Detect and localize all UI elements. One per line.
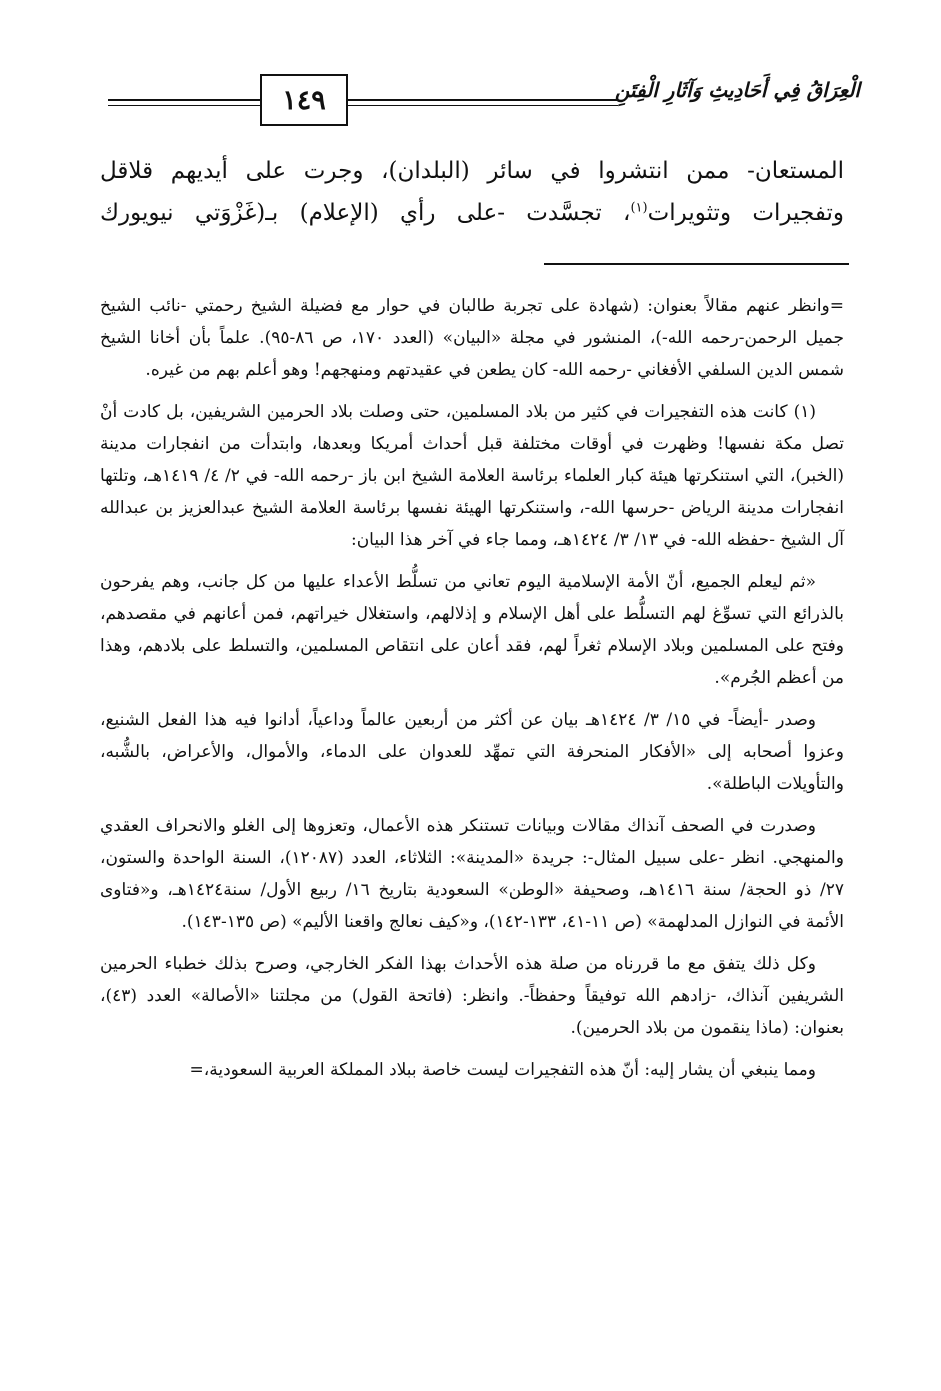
footnotes [100, 290, 844, 1096]
main-line-2-end: ، تجسَّدت -على رأي (الإعلام) بـ(غَزْوَتي نيويورك [100, 200, 631, 226]
footnote-continuation: =وانظر عنهم مقالاً بعنوان: (شهادة على تجربة طالبان في حوار مع فضيلة الشيخ رحمتي -نائب الشيخ جميل الرحمن-رحمه الله-)، المنشور في مجلة «البيان» (العدد ١٧٠، ص ٨٦-٩٥). علماً بأن أخانا الشيخ شمس الدين السلفي الأفغاني -رحمه الله- كان يطعن في عقيدتهم ومنهجهم! وهو أعلم بهم من غيره. [100, 296, 844, 380]
running-title: الْعِرَاقُ فِي أَحَادِيثِ وَآثَارِ الْفِتَنِ [614, 78, 860, 102]
footnote-1: (١) كانت هذه التفجيرات في كثير من بلاد المسلمين، حتى وصلت بلاد الحرمين الشريفين، بل كادت أنْ تصل مكة نفسها! وظهرت في أوقات مختلفة قبل أحداث أمريكا وبعدها، وابتدأت من انفجارات مدينة (الخبر)، التي استنكرتها هيئة كبار العلماء برئاسة العلامة الشيخ ابن باز -رحمه الله- في ٢/ ٤/ ١٤١٩هـ، وتلتها انفجارات مدينة الرياض -حرسها الله-، واستنكرتها الهيئة نفسها برئاسة العلامة الشيخ عبدالعزيز بن عبدالله آل الشيخ -حفظه الله- في ١٣/ ٣/ ١٤٢٤هـ، ومما جاء في آخر هذا البيان: [100, 402, 844, 550]
page-number-box [260, 74, 348, 126]
footnote-paragraph: وصدر -أيضاً- في ١٥/ ٣/ ١٤٢٤هـ بيان عن أكثر من أربعين عالماً وداعياً، أدانوا فيه هذا الفعل الشنيع، وعزوا أصحابه إلى «الأفكار المنحرفة التي تمهِّد للعدوان على الدماء، والأموال، والأعراض، بالشُّبه، والتأويلات الباطلة». [100, 710, 844, 794]
main-line-2 [100, 192, 844, 234]
header-rule-middle-thin [348, 105, 618, 106]
footnote-reference: (١) [630, 200, 648, 216]
main-line-2-start: وتفجيرات وتثويرات [647, 200, 844, 226]
footnote-paragraph: ومما ينبغي أن يشار إليه: أنّ هذه التفجيرات ليست خاصة ببلاد المملكة العربية السعودية،= [189, 1060, 816, 1080]
footnote-paragraph: وكل ذلك يتفق مع ما قررناه من صلة هذه الأحداث بهذا الفكر الخارجي، وصرح بذلك خطباء الحرمين الشريفين آنذاك، -زادهم الله توفيقاً وحفظاً-. وانظر: (فاتحة القول) من مجلتنا «الأصالة» العدد (٤٣)، بعنوان: (ماذا ينقمون من بلاد الحرمين). [100, 954, 844, 1038]
header-rule-middle [348, 99, 618, 101]
footnote-paragraph: وصدرت في الصحف آنذاك مقالات وبيانات تستنكر هذه الأعمال، وتعزوها إلى الغلو والانحراف العقدي والمنهجي. انظر -على سبيل المثال-: جريدة «المدينة»: الثلاثاء، العدد (١٢٠٨٧)، السنة الواحدة والستون، ٢٧/ ذو الحجة/ سنة ١٤١٦هـ، وصحيفة «الوطن» السعودية بتاريخ ١٦/ ربيع الأول/ سنة١٤٢٤هـ، و«فتاوى الأئمة في النوازل المدلهمة» (ص ١١-٤١، ١٣٣-١٤٢)، و«كيف نعالج واقعنا الأليم» (ص ١٣٥-١٤٣). [100, 816, 844, 932]
main-text [100, 150, 844, 234]
header-rule-left [108, 99, 260, 101]
main-line-1: المستعان- ممن انتشروا في سائر (البلدان)، وجرت على أيديهم قلاقل [100, 158, 844, 184]
footnote-separator [544, 263, 849, 265]
page-header [100, 60, 860, 130]
page-number: ١٤٩ [282, 84, 326, 116]
header-rule-left-thin [108, 105, 260, 106]
footnote-quote: «ثم ليعلم الجميع، أنّ الأمة الإسلامية اليوم تعاني من تسلُّط الأعداء عليها من كل جانب، وهم يفرحون بالذرائع التي تسوِّغ لهم التسلُّط على أهل الإسلام و إذلالهم، واستغلال خيراتهم، فمن أعانهم في مقصدهم، وفتح على المسلمين وبلاد الإسلام ثغراً لهم، فقد أعان على انتقاص المسلمين، والتسلط على بلادهم، وهذا من أعظم الجُرم». [100, 572, 844, 688]
